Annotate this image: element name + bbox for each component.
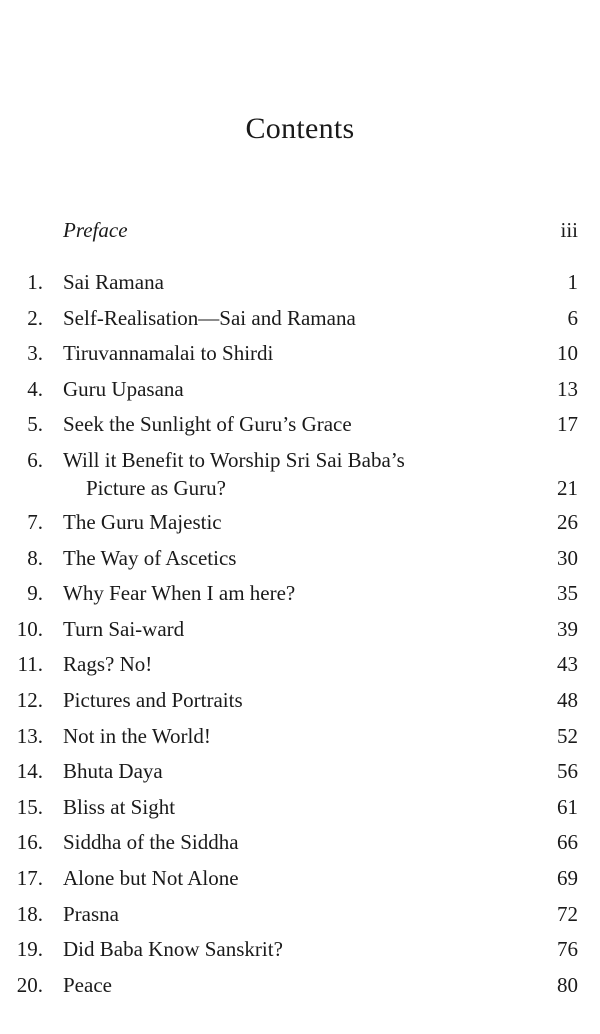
chapter-number: 18. bbox=[16, 901, 43, 926]
toc-entry bbox=[0, 339, 600, 375]
chapter-title: The Way of Ascetics bbox=[63, 545, 237, 570]
chapter-title: Did Baba Know Sanskrit? bbox=[63, 937, 283, 962]
toc-entry bbox=[0, 615, 600, 651]
chapter-page-number: 21 bbox=[557, 475, 578, 500]
chapter-number: 8. bbox=[27, 545, 43, 570]
chapter-number: 3. bbox=[27, 341, 43, 366]
chapter-number: 12. bbox=[16, 687, 43, 712]
toc-entry bbox=[0, 900, 600, 936]
chapter-page-number: 61 bbox=[557, 794, 578, 819]
chapter-page-number: 52 bbox=[557, 723, 578, 748]
chapter-title: The Guru Majestic bbox=[63, 509, 222, 534]
chapter-title: Self-Realisation—Sai and Ramana bbox=[63, 305, 356, 330]
chapter-page-number: 80 bbox=[557, 972, 578, 997]
toc-entry bbox=[0, 722, 600, 758]
chapter-title: Alone but Not Alone bbox=[63, 865, 239, 890]
toc-entry bbox=[0, 410, 600, 446]
toc-entry bbox=[0, 828, 600, 864]
chapter-page-number: 6 bbox=[567, 305, 578, 330]
chapter-page-number: 17 bbox=[557, 412, 578, 437]
toc-entry bbox=[0, 793, 600, 829]
preface-page-number: iii bbox=[560, 218, 578, 242]
chapter-title-continuation: Picture as Guru? bbox=[86, 475, 226, 500]
chapter-number: 2. bbox=[27, 305, 43, 330]
chapter-page-number: 76 bbox=[557, 937, 578, 962]
chapter-page-number: 56 bbox=[557, 759, 578, 784]
chapter-number: 15. bbox=[16, 794, 43, 819]
chapter-title: Turn Sai-ward bbox=[63, 616, 185, 641]
chapter-number: 20. bbox=[16, 972, 43, 997]
toc-entry bbox=[0, 686, 600, 722]
toc-preface-entry bbox=[0, 218, 600, 246]
chapter-page-number: 35 bbox=[557, 581, 578, 606]
chapter-number: 4. bbox=[27, 376, 43, 401]
toc-entry bbox=[0, 579, 600, 615]
preface-title: Preface bbox=[63, 218, 128, 242]
chapter-page-number: 48 bbox=[557, 687, 578, 712]
toc-entry bbox=[0, 446, 600, 508]
chapter-number: 17. bbox=[16, 865, 43, 890]
chapter-title: Pictures and Portraits bbox=[63, 687, 243, 712]
chapter-page-number: 69 bbox=[557, 865, 578, 890]
toc-entry bbox=[0, 650, 600, 686]
chapter-title: Bliss at Sight bbox=[63, 794, 176, 819]
chapter-title: Tiruvannamalai to Shirdi bbox=[63, 341, 274, 366]
toc-entry bbox=[0, 304, 600, 340]
chapter-number: 6. bbox=[27, 447, 43, 472]
chapter-page-number: 66 bbox=[557, 830, 578, 855]
chapter-number: 11. bbox=[17, 652, 43, 677]
chapter-page-number: 30 bbox=[557, 545, 578, 570]
toc-entry bbox=[0, 971, 600, 1007]
toc-entry bbox=[0, 935, 600, 971]
toc-entry bbox=[0, 544, 600, 580]
chapter-number: 13. bbox=[16, 723, 43, 748]
toc-entry bbox=[0, 268, 600, 304]
chapter-title: Not in the World! bbox=[63, 723, 211, 748]
chapter-title: Will it Benefit to Worship Sri Sai Baba’s bbox=[63, 447, 405, 472]
chapter-number: 16. bbox=[16, 830, 43, 855]
chapter-page-number: 1 bbox=[567, 270, 578, 294]
chapter-number: 5. bbox=[27, 412, 43, 437]
chapter-page-number: 26 bbox=[557, 509, 578, 534]
chapter-number: 14. bbox=[16, 759, 43, 784]
chapter-title: Guru Upasana bbox=[63, 376, 184, 401]
chapter-number: 19. bbox=[16, 937, 43, 962]
chapter-page-number: 43 bbox=[557, 652, 578, 677]
chapter-page-number: 72 bbox=[557, 901, 578, 926]
page-title: Contents bbox=[245, 112, 355, 145]
toc-entry bbox=[0, 508, 600, 544]
toc-entry-list bbox=[0, 268, 600, 1006]
chapter-number: 1. bbox=[27, 270, 43, 294]
toc-entry bbox=[0, 864, 600, 900]
chapter-title: Seek the Sunlight of Guru’s Grace bbox=[63, 412, 352, 437]
chapter-title: Rags? No! bbox=[63, 652, 153, 677]
chapter-title: Sai Ramana bbox=[63, 270, 164, 294]
chapter-page-number: 13 bbox=[557, 376, 578, 401]
chapter-title: Why Fear When I am here? bbox=[63, 581, 296, 606]
chapter-page-number: 10 bbox=[557, 341, 578, 366]
chapter-title: Prasna bbox=[63, 901, 119, 926]
chapter-page-number: 39 bbox=[557, 616, 578, 641]
chapter-title: Peace bbox=[63, 972, 112, 997]
chapter-number: 10. bbox=[16, 616, 43, 641]
chapter-title: Siddha of the Siddha bbox=[63, 830, 239, 855]
chapter-title: Bhuta Daya bbox=[63, 759, 163, 784]
toc-entry bbox=[0, 757, 600, 793]
chapter-number: 7. bbox=[27, 509, 43, 534]
toc-entry bbox=[0, 375, 600, 411]
chapter-number: 9. bbox=[27, 581, 43, 606]
